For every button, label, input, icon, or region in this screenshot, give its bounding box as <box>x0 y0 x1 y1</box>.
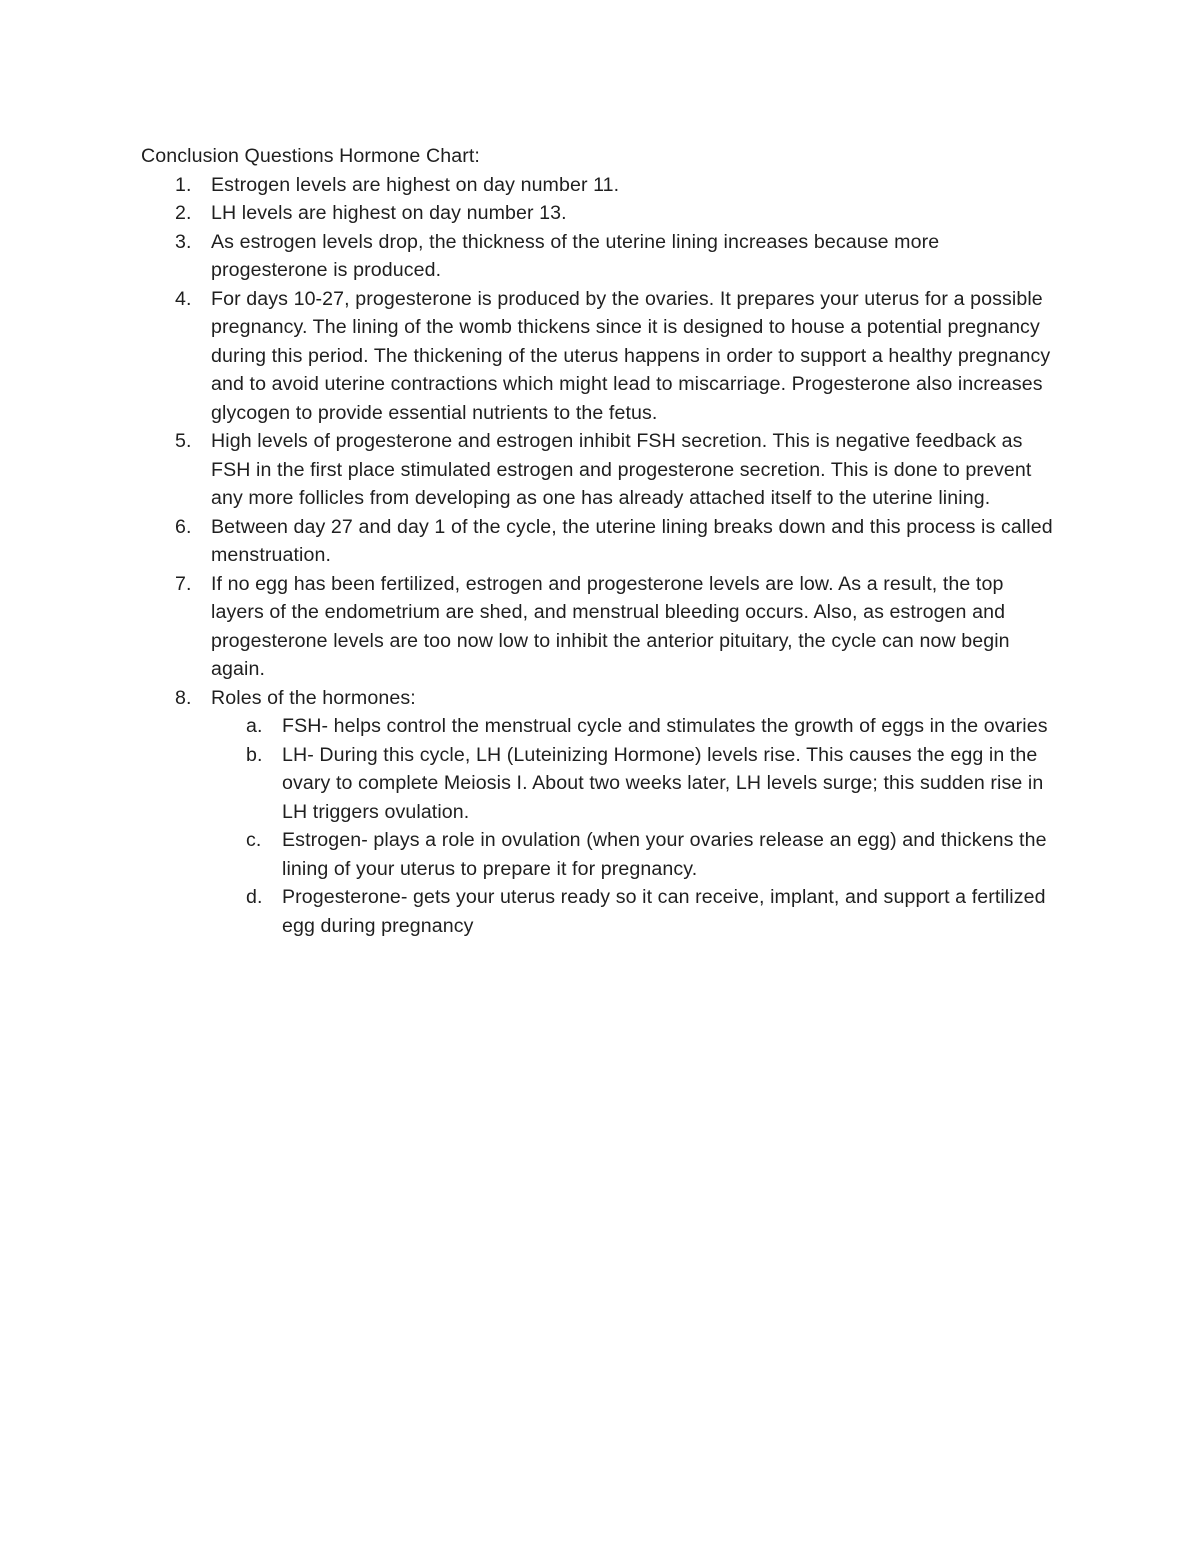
hormone-roles-list <box>211 712 1061 940</box>
question-item-2 <box>141 199 1061 228</box>
question-item-1 <box>141 171 1061 200</box>
hormone-role-progesterone <box>211 883 1061 940</box>
list-number: 5. <box>175 430 192 452</box>
list-number: 6. <box>175 515 192 538</box>
question-item-5 <box>141 427 1061 513</box>
list-number: 4. <box>175 287 192 310</box>
role-text: LH- During this cycle, LH (Luteinizing Hormone) levels rise. This causes the egg in the ovary to complete Meiosis I. About two weeks later, LH levels surge; this sudden rise in LH triggers ovulation. <box>282 743 1044 823</box>
list-number: 8. <box>175 686 192 709</box>
list-letter: c. <box>246 829 262 851</box>
question-item-7 <box>141 570 1061 684</box>
role-text: Progesterone- gets your uterus ready so it can receive, implant, and support a fertilized egg during pregnancy <box>282 886 1046 937</box>
conclusion-question-list <box>141 171 1061 941</box>
answer-text: Estrogen levels are highest on day number 11. <box>211 173 620 196</box>
question-item-6 <box>141 513 1061 570</box>
list-number: 3. <box>175 230 192 253</box>
answer-text: As estrogen levels drop, the thickness of the uterine lining increases because more progesterone is produced. <box>211 230 940 281</box>
list-number: 2. <box>175 202 192 224</box>
answer-text: Between day 27 and day 1 of the cycle, the uterine lining breaks down and this process is called menstruation. <box>211 515 1053 566</box>
list-number: 1. <box>175 173 192 196</box>
answer-text: If no egg has been fertilized, estrogen and progesterone levels are low. As a result, the top layers of the endometrium are shed, and menstrual bleeding occurs. Also, as estrogen and progesterone levels are too now low to inhibit the anterior pituitary, the cycle can now begin again. <box>211 572 1010 680</box>
hormone-role-fsh <box>211 712 1061 741</box>
question-item-3 <box>141 228 1061 285</box>
list-letter: b. <box>246 743 263 766</box>
question-item-4 <box>141 285 1061 428</box>
answer-text: For days 10-27, progesterone is produced by the ovaries. It prepares your uterus for a possible pregnancy. The lining of the womb thickens since it is designed to house a potential pregnancy during this period. The thickening of the uterus happens in order to support a healthy pregnancy and to avoid uterine contractions which might lead to miscarriage. Progesterone also increases glycogen to provide essential nutrients to the fetus. <box>211 287 1051 424</box>
list-number: 7. <box>175 572 192 595</box>
hormone-role-estrogen <box>211 826 1061 883</box>
document-title: Conclusion Questions Hormone Chart: <box>141 145 480 167</box>
question-item-8 <box>141 684 1061 941</box>
answer-text: LH levels are highest on day number 13. <box>211 202 567 224</box>
answer-text: Roles of the hormones: <box>211 686 416 709</box>
role-text: FSH- helps control the menstrual cycle and stimulates the growth of eggs in the ovaries <box>282 715 1048 737</box>
list-letter: a. <box>246 715 263 737</box>
role-text: Estrogen- plays a role in ovulation (when your ovaries release an egg) and thickens the lining of your uterus to prepare it for pregnancy. <box>282 829 1047 880</box>
hormone-role-lh <box>211 741 1061 827</box>
list-letter: d. <box>246 886 263 908</box>
document-body <box>141 142 1061 940</box>
answer-text: High levels of progesterone and estrogen inhibit FSH secretion. This is negative feedback as FSH in the first place stimulated estrogen and progesterone secretion. This is done to prevent any more follicles from developing as one has already attached itself to the uterine lining. <box>211 430 1032 509</box>
